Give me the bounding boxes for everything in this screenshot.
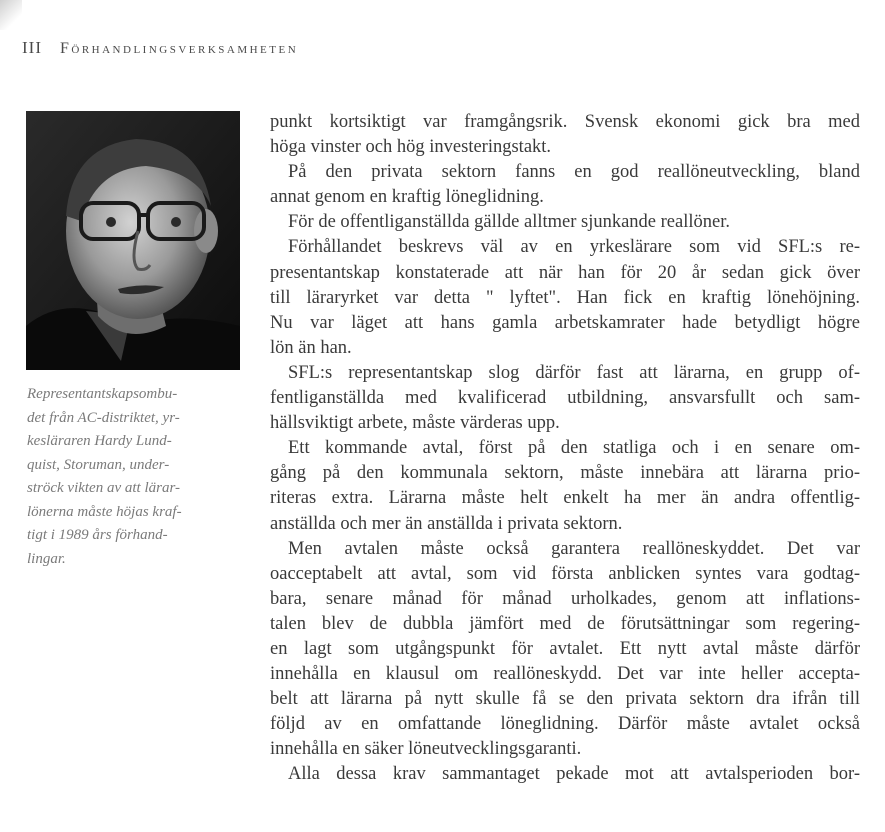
text-line: innehålla en klausul om reallöneskydd. Det var inte heller accepta- [270,664,860,685]
text-line: innehålla en säker löneutvecklingsgaranti. [270,739,582,760]
text-line: Förhållandet beskrevs väl av en yrkeslärare som vid SFL:s re- [288,237,860,258]
text-line: Nu var läget att hans gamla arbetskamrater hade betydligt högre [270,312,860,333]
text-line: På den privata sektorn fanns en god reallöneutveckling, bland [288,162,860,183]
text-line: till läraryrket var detta " lyftet". Han fick en kraftig lönehöjning. [270,287,860,308]
caption-line: lönerna måste höjas kraf- [27,503,182,520]
text-line: annat genom en kraftig löneglidning. [270,187,544,208]
text-line: anställda och mer än anställda i privata sektorn. [270,513,623,534]
page-corner-shadow [0,0,22,30]
text-line: SFL:s representantskap slog därför fast att lärarna, en grupp of- [288,362,860,383]
chapter-title: Förhandlingsverksamheten [59,40,299,57]
text-line: talen blev de dubbla jämfört med de förutsättningar som regering- [270,613,860,634]
text-line: belt att lärarna på nytt skulle få se den privata sektorn dra ifrån till [270,689,860,710]
portrait-illustration [26,111,240,370]
text-line: punkt kortsiktigt var framgångsrik. Svensk ekonomi gick bra med [270,112,860,132]
text-line: en lagt som utgångspunkt för avtalet. Ett nytt avtal måste därför [270,638,860,659]
text-line: oacceptabelt att avtal, som vid första anblicken syntes vara godtag- [270,563,860,584]
text-line: Ett kommande avtal, först på den statliga och i en senare om- [288,438,860,459]
text-line: lön än han. [270,337,352,358]
text-line: Alla dessa krav sammantaget pekade mot att avtalsperioden bor- [288,764,860,785]
portrait-photo [26,111,240,370]
text-line: För de offentliganställda gällde alltmer sjunkande reallöner. [288,212,730,233]
caption-line: tigt i 1989 års förhand- [27,527,168,543]
text-line: bara, senare månad för månad urholkades, genom att inflations- [270,588,860,609]
text-line: presentantskap konstaterade att när han för 20 år sedan gick över [270,262,860,283]
text-line: hällsviktigt arbete, måste värderas upp. [270,413,560,434]
text-line: gång på den kommunala sektorn, måste innebära att lärarna prio- [270,463,860,484]
text-line: följd av en omfattande löneglidning. Därför måste avtalet också [270,714,860,735]
text-line: fentliganställda med kvalificerad utbildning, ansvarsfullt och sam- [270,388,860,409]
running-header [22,38,298,58]
photo-caption [27,383,237,571]
caption-line: kesläraren Hardy Lund- [27,433,172,449]
text-line: riteras extra. Lärarna måste helt enkelt ha mer än andra offentlig- [270,488,860,509]
caption-line: Representantskapsombu- [27,386,178,402]
text-line: höga vinster och hög investeringstakt. [270,137,552,158]
caption-line: ströck vikten av att lärar- [27,480,180,496]
caption-line: quist, Storuman, under- [27,456,170,473]
chapter-number: III [22,38,42,57]
caption-line: lingar. [27,550,66,567]
caption-line: det från AC-distriktet, yr- [27,409,180,426]
text-line: Men avtalen måste också garantera reallöneskyddet. Det var [288,538,860,559]
body-text [270,110,860,788]
